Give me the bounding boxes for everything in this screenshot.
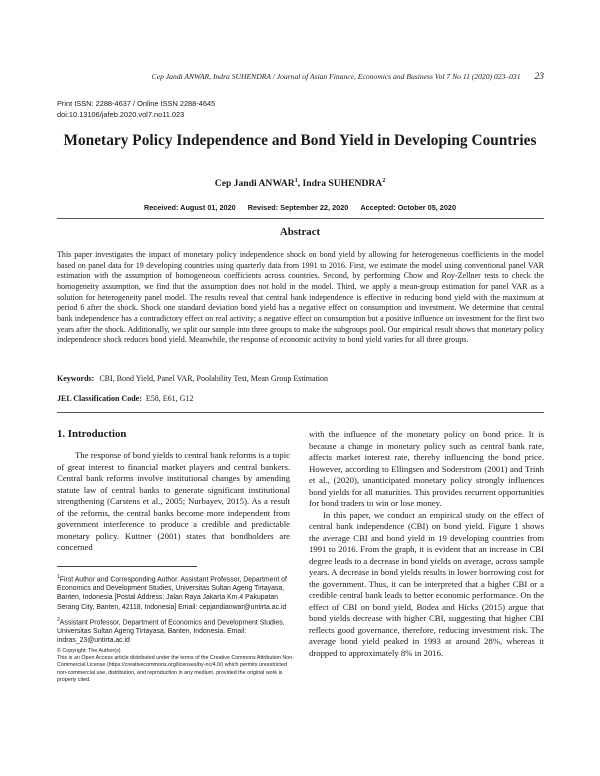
- footnote-2-text: Assistant Professor, Department of Economics and Development Studies, Universitas Sultan Ageng Tirtayasa, Banten, Indonesia. Email: indras_23@untirta.ac.id: [57, 619, 285, 645]
- footnote-2: [57, 616, 290, 646]
- running-header: [38, 72, 544, 82]
- received-date: Received: August 01, 2020: [143, 203, 236, 212]
- jel-label: JEL Classification Code:: [57, 394, 142, 403]
- issn-block: [57, 99, 215, 120]
- jel-value: E58, E61, G12: [145, 394, 194, 403]
- section-heading-introduction: 1. Introduction: [57, 428, 127, 440]
- footnote-1-text: First Author and Corresponding Author. Assistant Professor, Department of Economics and Development Studies, Universitas Sultan Ageng Tirtayasa, Banten, Indonesia [Postal Address: Jalan Raya Jakarta Km.4 Pakupatan Serang City, Banten, 42118, Indonesia] Email: cepjandianwar@untirta.ac.id: [57, 576, 287, 611]
- left-column: [57, 450, 290, 554]
- copyright-notice: [57, 648, 297, 684]
- intro-paragraph-continued: with the influence of the monetary policy on bond price. It is because a change in monetary policy such as central bank rate, affects market interest rate, thereby influencing the bond price. However, according to Ellingsen and Soderstrom (2001) and Trinh et al., (2020), unanticipated monetary policy strongly influences bond yields for all maturities. This provides recurrent opportunities for bond traders to win or lose money.: [309, 429, 544, 508]
- issn-line: Print ISSN: 2288-4637 / Online ISSN 2288-4645: [57, 99, 216, 108]
- footnote-1-mark: 1: [57, 574, 60, 580]
- doi-line[interactable]: doi:10.13106/jafeb.2020.vol7.no11.023: [57, 109, 185, 119]
- divider-bottom: [57, 412, 544, 413]
- submission-dates: [40, 203, 560, 212]
- author-2-affiliation-mark: 2: [382, 178, 386, 184]
- paper-title: Monetary Policy Independence and Bond Yield in Developing Countries: [63, 132, 537, 149]
- accepted-date: Accepted: October 05, 2020: [360, 203, 457, 212]
- intro-paragraph-1: The response of bond yields to central bank reforms is a topic of great interest to financial market players and central bankers. Central bank reforms involve institutional changes by amending statute law of central banks to generate significant institutional strengthening (Carstens et al., 2005; Nurbayev, 2015). As a result of the reforms, the central banks become more independent from government interference to produce a credible and predictable monetary policy. Kuttner (2001) states that bondholders are concerned: [57, 450, 290, 552]
- author-1: Cep Jandi ANWAR: [214, 178, 295, 190]
- copyright-line: © Copyright: The Author(s): [57, 648, 121, 654]
- jel-line: [57, 394, 544, 403]
- revised-date: Revised: September 22, 2020: [247, 203, 349, 212]
- author-separator: ,: [297, 178, 303, 190]
- keywords-line: [57, 374, 544, 383]
- author-2: Indra SUHENDRA: [302, 178, 383, 190]
- author-1-affiliation-mark: 1: [294, 178, 298, 184]
- running-header-citation: Cep Jandi ANWAR, Indra SUHENDRA / Journal of Asian Finance, Economics and Business Vol 7 No 11 (2020) 023–031: [151, 72, 521, 81]
- author-line: [40, 178, 560, 189]
- keywords-label: Keywords:: [57, 374, 95, 383]
- keywords-value: CBI, Bond Yield, Panel VAR, Poolability Test, Mean Group Estimation: [99, 374, 329, 383]
- right-column: [309, 429, 544, 659]
- footnote-1: [57, 573, 290, 612]
- abstract-body: This paper investigates the impact of monetary policy independence shock on bond yield by allowing for heterogeneous coefficients in the model based on panel data for 19 developing countries using quarterly data from 1991 to 2016. First, we estimate the model using conventional panel VAR estimation with the assumption of homogeneous coefficients across countries. Second, by performing Chow and Roy-Zellner tests to check the homogeneity assumption, we find that the assumption does not hold in the model. Third, we apply a mean-group estimation for panel VAR as a solution for heterogeneity panel model. The results reveal that central bank independence is effective in reducing bond yield with the maximum at period 6 after the shock. Shock one standard deviation bond yield has a negative effect on consumption and investment. We determine that central bank independence has a contradictory effect on real activity; a negative effect on consumption but a positive influence on investment for the first two years after the shock. Additionally, we split our sample into three groups to make the subgroups pool. Our empirical result shows that monetary policy independence shock reduces bond yield. Meanwhile, the response of economic activity to bond yield varies for all three groups.: [57, 250, 544, 345]
- license-text: This is an Open Access article distributed under the terms of the Creative Commons Attribution Non-Commercial License (https://creativecommons.org/licenses/by-nc/4.0/) which permits unrestricted non-commercial use, distribution, and reproduction in any medium, provided the original work is properly cited.: [57, 655, 295, 683]
- page-number: 23: [534, 72, 544, 82]
- footnote-rule: [57, 566, 197, 567]
- footnote-2-mark: 2: [57, 617, 60, 623]
- intro-paragraph-2: In this paper, we conduct an empirical study on the effect of central bank independence (CBI) on bond yield. Figure 1 shows the average CBI and bond yield in 19 developing countries from 1991 to 2016. From the graph, it is evident that an increase in CBI degree leads to a decrease in bond yields on average, across sample years. A decrease in bond yields results in lower borrowing cost for the government. Thus, it can be interpreted that a higher CBI or a credible central bank leads to better economic performance. On the effect of CBI on bond yield, Bodea and Hicks (2015) argue that bond yields decrease with higher CBI, suggesting that higher CBI reflects good governance, therefore, reducing investment risk. The average bond yield peaked in 1993 at around 28%, whereas it dropped to approximately 8% in 2016.: [309, 509, 544, 658]
- divider-top: [57, 218, 544, 219]
- abstract-heading: Abstract: [279, 226, 321, 238]
